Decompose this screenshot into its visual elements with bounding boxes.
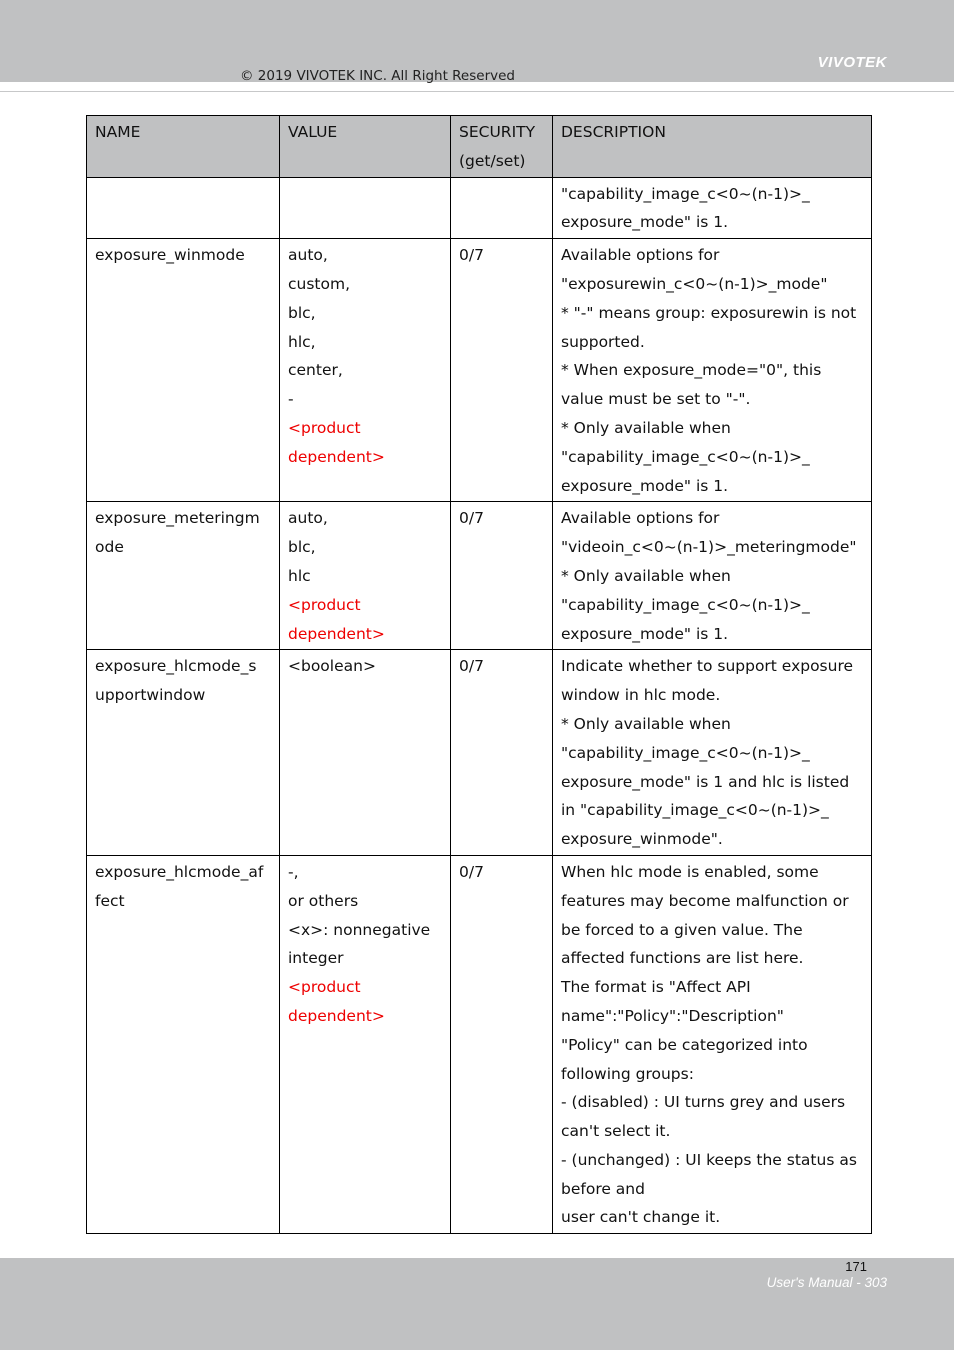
parameter-name: exposure_hlcmode_s — [95, 657, 257, 676]
column-header-description — [553, 116, 872, 178]
description-text: window in hlc mode. — [561, 686, 721, 705]
description-text: * Only available when — [561, 418, 731, 437]
product-dependent-note: <product — [288, 595, 361, 614]
description-text: Available options for — [561, 246, 720, 265]
description-text: - (disabled) : UI turns grey and users — [561, 1093, 846, 1112]
parameter-value: integer — [288, 949, 344, 968]
parameter-value-cell — [280, 650, 451, 856]
description-text: exposure_mode" is 1 and hlc is listed — [561, 772, 850, 791]
manual-page-label: User's Manual - 303 — [766, 1275, 887, 1290]
page-number: 171 — [845, 1259, 867, 1274]
description-text: "capability_image_c<0~(n-1)>_ — [561, 595, 810, 614]
description-text: "capability_image_c<0~(n-1)>_ — [561, 184, 810, 203]
description-text: "exposurewin_c<0~(n-1)>_mode" — [561, 274, 828, 293]
description-text: "videoin_c<0~(n-1)>_meteringmode" — [561, 538, 857, 557]
description-text: exposure_mode" is 1. — [561, 476, 729, 495]
column-header-text: NAME — [95, 123, 141, 141]
description-text: "Policy" can be categorized into — [561, 1035, 808, 1054]
description-cell — [553, 239, 872, 502]
parameter-value-cell — [280, 855, 451, 1233]
description-text: exposure_mode" is 1. — [561, 624, 729, 643]
security-level: 0/7 — [459, 657, 484, 676]
description-text: user can't change it. — [561, 1208, 721, 1227]
description-cell — [553, 177, 872, 239]
parameter-value: auto, — [288, 509, 328, 528]
table-row — [87, 502, 872, 650]
parameter-name: exposure_hlcmode_af — [95, 862, 264, 881]
security-level: 0/7 — [459, 862, 484, 881]
parameter-name: ode — [95, 538, 124, 557]
description-text: * Only available when — [561, 566, 731, 585]
column-header-security — [451, 116, 553, 178]
description-text: exposure_winmode". — [561, 830, 723, 849]
column-header-name — [87, 116, 280, 178]
parameter-value: hlc, — [288, 332, 316, 351]
parameter-value-cell — [280, 177, 451, 239]
security-cell — [451, 239, 553, 502]
parameter-name: exposure_meteringm — [95, 509, 260, 528]
description-text: name":"Policy":"Description" — [561, 1006, 784, 1025]
parameter-value: hlc — [288, 566, 311, 585]
product-dependent-note: <product — [288, 418, 361, 437]
table-row — [87, 650, 872, 856]
description-text: affected functions are list here. — [561, 949, 804, 968]
table-body — [87, 177, 872, 1234]
description-text: be forced to a given value. The — [561, 920, 803, 939]
description-text: before and — [561, 1179, 645, 1198]
copyright-notice: © 2019 VIVOTEK INC. All Right Reserved — [240, 68, 515, 84]
table-row — [87, 855, 872, 1233]
column-header-text: SECURITY — [459, 123, 536, 141]
description-cell — [553, 855, 872, 1233]
security-cell — [451, 855, 553, 1233]
description-text: The format is "Affect API — [561, 978, 751, 997]
product-dependent-note: <product — [288, 978, 361, 997]
parameter-name-cell — [87, 177, 280, 239]
description-text: When hlc mode is enabled, some — [561, 862, 819, 881]
parameter-value: <x>: nonnegative — [288, 920, 431, 939]
brand-logo-text: VIVOTEK — [817, 54, 887, 71]
description-text: Available options for — [561, 509, 720, 528]
description-text: "capability_image_c<0~(n-1)>_ — [561, 743, 810, 762]
product-dependent-note: dependent> — [288, 447, 385, 466]
description-text: in "capability_image_c<0~(n-1)>_ — [561, 801, 829, 820]
product-dependent-note: dependent> — [288, 1006, 385, 1025]
parameter-value: auto, — [288, 246, 328, 265]
table-row — [87, 177, 872, 239]
column-header-text: (get/set) — [459, 151, 526, 170]
parameter-value: center, — [288, 361, 343, 380]
description-text: supported. — [561, 332, 645, 351]
security-level: 0/7 — [459, 246, 484, 265]
description-cell — [553, 650, 872, 856]
footer-band — [0, 1258, 954, 1350]
parameter-name-cell — [87, 855, 280, 1233]
security-cell — [451, 177, 553, 239]
description-text: features may become malfunction or — [561, 891, 849, 910]
parameter-value: blc, — [288, 303, 316, 322]
table-row — [87, 239, 872, 502]
parameter-name-cell — [87, 502, 280, 650]
table-header-row — [87, 116, 872, 178]
security-cell — [451, 502, 553, 650]
column-header-value — [280, 116, 451, 178]
parameter-name-cell — [87, 650, 280, 856]
parameter-value-cell — [280, 502, 451, 650]
description-text: * When exposure_mode="0", this — [561, 361, 822, 380]
header-divider — [0, 91, 954, 92]
description-text: - (unchanged) : UI keeps the status as — [561, 1150, 857, 1169]
description-text: * "-" means group: exposurewin is not — [561, 303, 857, 322]
description-text: * Only available when — [561, 714, 731, 733]
description-text: exposure_mode" is 1. — [561, 213, 729, 232]
parameter-value: - — [288, 390, 294, 409]
parameter-value: -, — [288, 862, 299, 881]
column-header-text: DESCRIPTION — [561, 123, 666, 141]
description-text: Indicate whether to support exposure — [561, 657, 854, 676]
description-text: following groups: — [561, 1064, 694, 1083]
parameter-value: blc, — [288, 538, 316, 557]
parameter-table — [86, 115, 872, 1234]
column-header-text: VALUE — [288, 123, 338, 141]
description-cell — [553, 502, 872, 650]
product-dependent-note: dependent> — [288, 624, 385, 643]
description-text: "capability_image_c<0~(n-1)>_ — [561, 447, 810, 466]
parameter-name: fect — [95, 891, 125, 910]
parameter-value: or others — [288, 891, 359, 910]
parameter-value-cell — [280, 239, 451, 502]
parameter-value: custom, — [288, 274, 351, 293]
description-text: can't select it. — [561, 1122, 671, 1141]
security-level: 0/7 — [459, 509, 484, 528]
parameter-name: exposure_winmode — [95, 246, 245, 265]
security-cell — [451, 650, 553, 856]
description-text: value must be set to "-". — [561, 390, 751, 409]
parameter-value: <boolean> — [288, 657, 376, 676]
parameter-name-cell — [87, 239, 280, 502]
parameter-name: upportwindow — [95, 686, 206, 705]
